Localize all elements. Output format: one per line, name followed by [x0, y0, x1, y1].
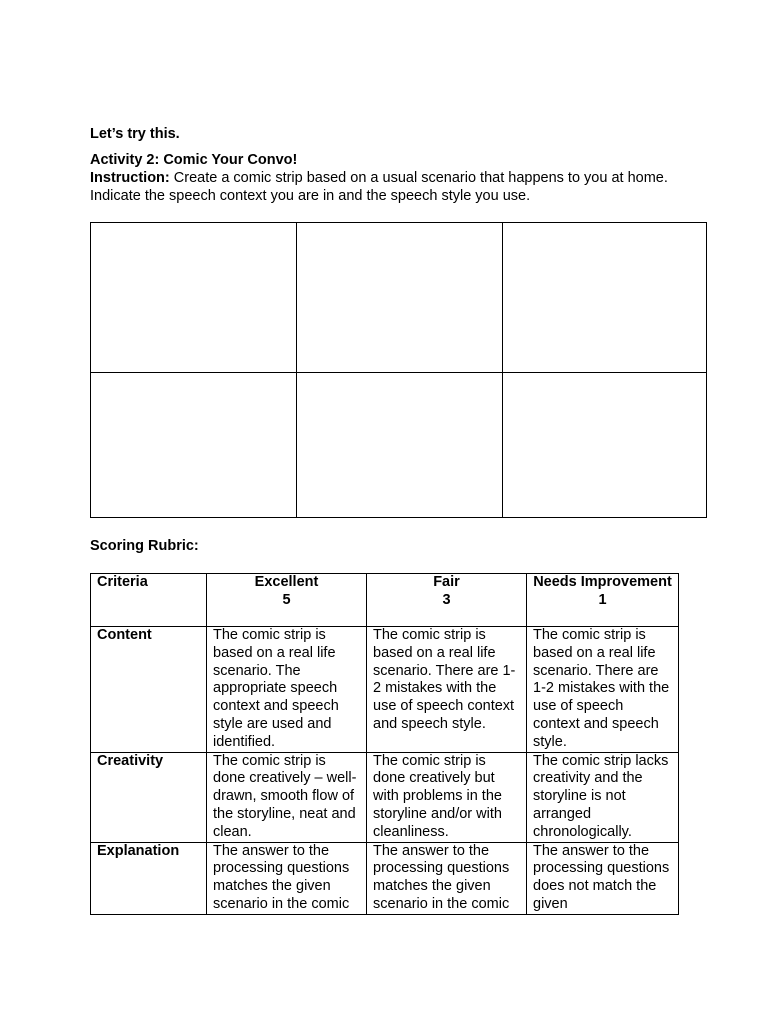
excellent-cell: The comic strip is based on a real life scenario. The appropriate speech context and speech style are used and identified. [207, 627, 367, 753]
instruction-label: Instruction: [90, 170, 170, 186]
rubric-row-creativity [91, 752, 679, 842]
needs-improvement-cell: The comic strip lacks creativity and the storyline is not arranged chronologically. [527, 752, 679, 842]
comic-panel-4[interactable] [91, 373, 297, 517]
needs-improvement-cell: The comic strip is based on a real life scenario. There are 1-2 mistakes with the use of speech context and speech style. [527, 627, 679, 753]
comic-panel-6[interactable] [503, 373, 706, 517]
comic-panel-1[interactable] [91, 223, 297, 373]
activity-title: Activity 2: Comic Your Convo! [90, 152, 298, 168]
header-needs-improvement [527, 574, 679, 627]
intro-heading: Let’s try this. [90, 126, 180, 142]
header-needs-label: Needs Improvement [533, 574, 672, 590]
header-fair-label: Fair [433, 574, 460, 590]
header-fair [367, 574, 527, 627]
fair-cell: The comic strip is based on a real life scenario. There are 1-2 mistakes with the use of speech context and speech style. [367, 627, 527, 753]
criteria-cell: Explanation [91, 842, 207, 914]
header-excellent [207, 574, 367, 627]
header-excellent-label: Excellent [254, 574, 319, 590]
header-fair-score: 3 [442, 591, 451, 608]
criteria-cell: Content [91, 627, 207, 753]
instruction-text: Create a comic strip based on a usual scenario that happens to you at home. Indicate the speech context you are in and the speech style you use. [90, 170, 668, 204]
comic-strip-grid [90, 222, 707, 518]
excellent-cell: The comic strip is done creatively – well-drawn, smooth flow of the storyline, neat and clean. [207, 752, 367, 842]
header-excellent-score: 5 [282, 591, 291, 608]
comic-panel-3[interactable] [503, 223, 706, 373]
needs-improvement-cell: The answer to the processing questions does not match the given [527, 842, 679, 914]
excellent-cell: The answer to the processing questions matches the given scenario in the comic [207, 842, 367, 914]
criteria-cell: Creativity [91, 752, 207, 842]
comic-panel-5[interactable] [297, 373, 503, 517]
scoring-rubric-label: Scoring Rubric: [90, 538, 199, 554]
rubric-row-content [91, 627, 679, 753]
fair-cell: The comic strip is done creatively but with problems in the storyline and/or with cleanliness. [367, 752, 527, 842]
scoring-rubric-table [90, 573, 679, 915]
fair-cell: The answer to the processing questions matches the given scenario in the comic [367, 842, 527, 914]
instruction-paragraph [90, 170, 680, 205]
rubric-header-row [91, 574, 679, 627]
header-needs-score: 1 [598, 591, 607, 608]
rubric-row-explanation [91, 842, 679, 914]
header-criteria: Criteria [91, 574, 207, 627]
comic-panel-2[interactable] [297, 223, 503, 373]
